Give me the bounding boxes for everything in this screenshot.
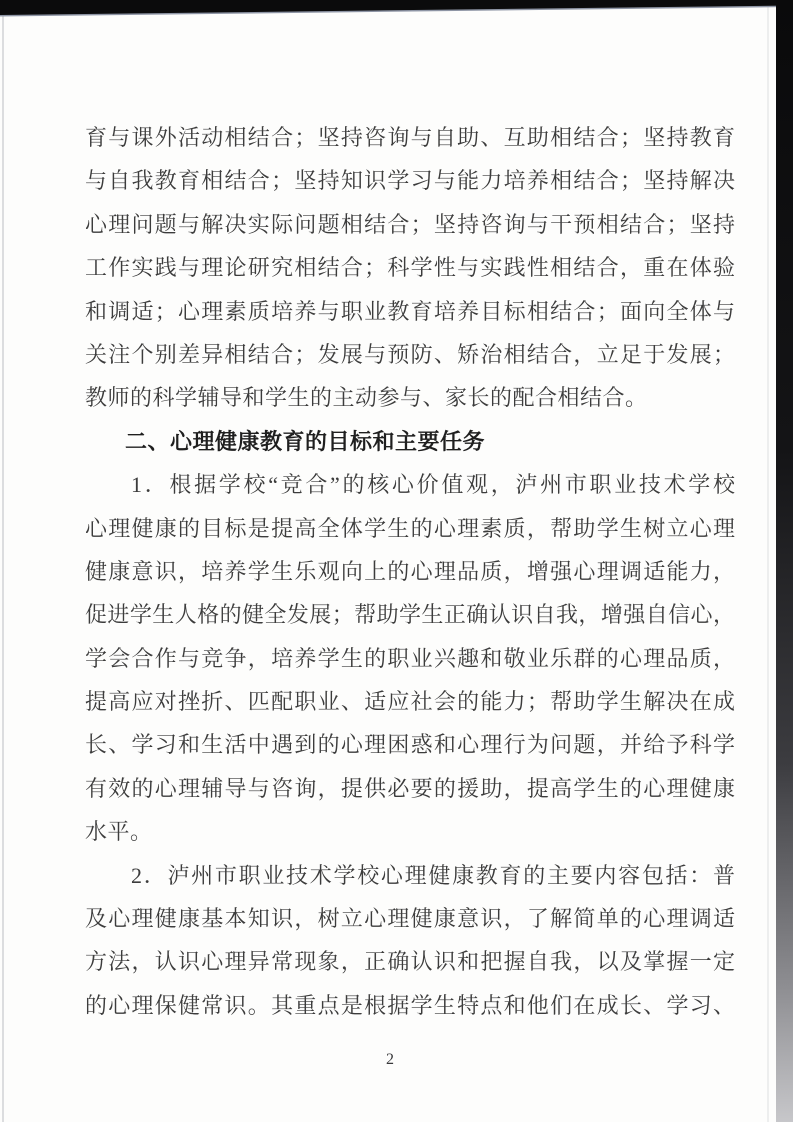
text-line: 方法，认识心理异常现象，正确认识和把握自我，以及掌握一定 — [85, 949, 735, 975]
text-line: 提高应对挫折、匹配职业、适应社会的能力；帮助学生解决在成 — [85, 689, 735, 715]
text-line: 水平。 — [85, 819, 153, 845]
scan-right-edge — [776, 0, 793, 1122]
text-line: 1．根据学校“竞合”的核心价值观，泸州市职业技术学校 — [131, 472, 735, 498]
text-line: 和调适；心理素质培养与职业教育培养目标相结合；面向全体与 — [85, 298, 735, 324]
scan-left-edge-line — [2, 0, 4, 1122]
section-heading: 二、心理健康教育的目标和主要任务 — [125, 428, 486, 454]
text-line: 学会合作与竞争，培养学生的职业兴趣和敬业乐群的心理品质， — [85, 645, 735, 671]
text-line: 心理健康的目标是提高全体学生的心理素质，帮助学生树立心理 — [85, 515, 735, 541]
text-line: 及心理健康基本知识，树立心理健康意识，了解简单的心理调适 — [85, 906, 735, 932]
text-line: 工作实践与理论研究相结合；科学性与实践性相结合，重在体验 — [85, 255, 735, 281]
document-body — [85, 116, 735, 1027]
text-line: 育与课外活动相结合；坚持咨询与自助、互助相结合；坚持教育 — [85, 125, 735, 150]
scan-right-edge-line — [767, 0, 769, 1122]
text-line: 长、学习和生活中遇到的心理困惑和心理行为问题，并给予科学 — [85, 732, 735, 758]
text-line: 健康意识，培养学生乐观向上的心理品质，增强心理调适能力， — [85, 558, 735, 584]
text-line: 有效的心理辅导与咨询，提供必要的援助，提高学生的心理健康 — [85, 775, 735, 801]
text-line: 心理问题与解决实际问题相结合；坚持咨询与干预相结合；坚持 — [85, 211, 735, 237]
text-line: 2．泸州市职业技术学校心理健康教育的主要内容包括：普 — [131, 862, 735, 888]
text-line: 关注个别差异相结合；发展与预防、矫治相结合，立足于发展； — [85, 341, 735, 367]
text-line: 与自我教育相结合；坚持知识学习与能力培养相结合；坚持解决 — [85, 168, 735, 194]
text-line: 促进学生人格的健全发展；帮助学生正确认识自我，增强自信心， — [85, 602, 735, 628]
text-line: 教师的科学辅导和学生的主动参与、家长的配合相结合。 — [85, 385, 648, 411]
page-number: 2 — [386, 1051, 394, 1068]
text-line: 的心理保健常识。其重点是根据学生特点和他们在成长、学习、 — [85, 992, 735, 1018]
